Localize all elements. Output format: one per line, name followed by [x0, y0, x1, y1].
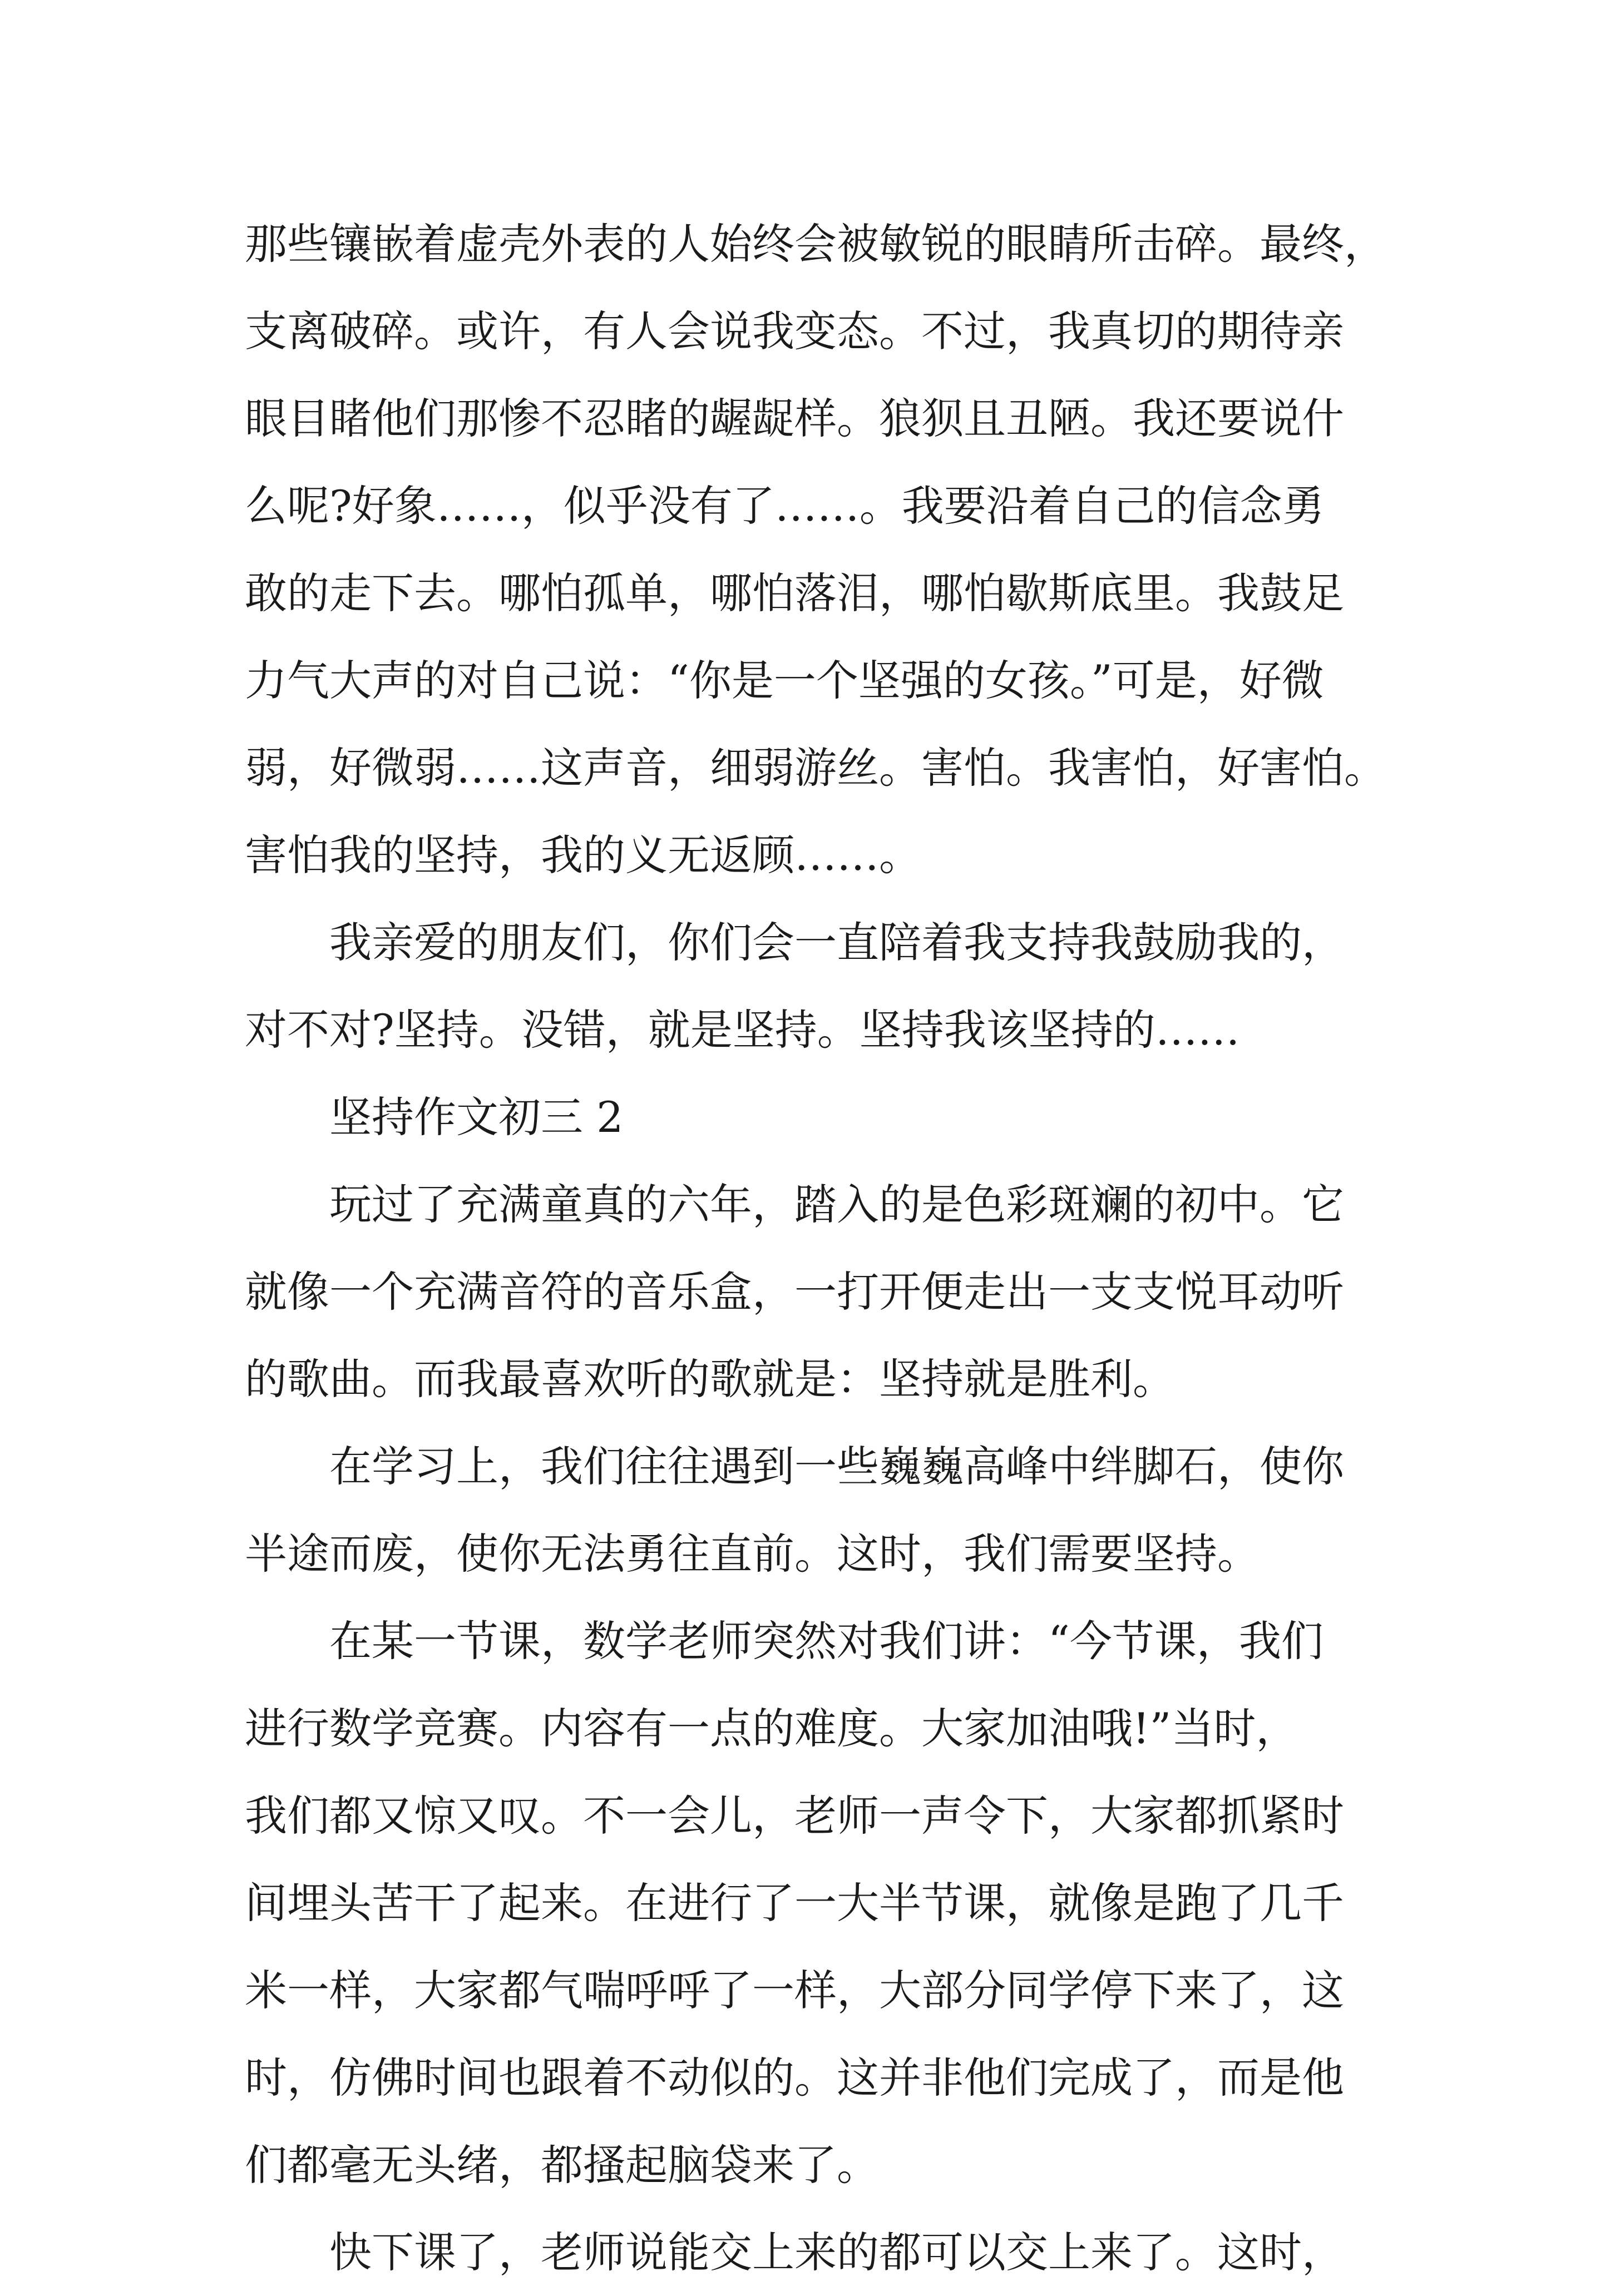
- text-line: 害怕我的坚持，我的义无返顾……。: [245, 830, 921, 880]
- text-line: 眼目睹他们那惨不忍睹的龌龊样。狼狈且丑陋。我还要说什: [245, 394, 1344, 443]
- text-line: 在学习上，我们往往遇到一些巍巍高峰中绊脚石，使你: [329, 1442, 1344, 1491]
- text-line: 对不对?坚持。没错，就是坚持。坚持我该坚持的……: [245, 1005, 1240, 1055]
- text-line: 支离破碎。或许，有人会说我变态。不过，我真切的期待亲: [245, 306, 1344, 356]
- text-line: 们都毫无头绪，都搔起脑袋来了。: [245, 2140, 879, 2190]
- document-body: [245, 200, 1424, 2296]
- text-line: 那些镶嵌着虚壳外表的人始终会被敏锐的眼睛所击碎。最终，: [245, 219, 1386, 269]
- text-line: 么呢?好象……，似乎没有了……。我要沿着自己的信念勇: [245, 481, 1325, 531]
- text-line: 半途而废，使你无法勇往直前。这时，我们需要坚持。: [245, 1529, 1260, 1578]
- text-line: 弱，好微弱……这声音，细弱游丝。害怕。我害怕，好害怕。: [245, 743, 1386, 793]
- text-line: 间埋头苦干了起来。在进行了一大半节课，就像是跑了几千: [245, 1878, 1344, 1928]
- text-line: 的歌曲。而我最喜欢听的歌就是：坚持就是胜利。: [245, 1354, 1175, 1404]
- text-line: 在某一节课，数学老师突然对我们讲：“今节课，我们: [329, 1616, 1323, 1666]
- text-line: 坚持作文初三 2: [329, 1092, 624, 1142]
- text-line: 敢的走下去。哪怕孤单，哪怕落泪，哪怕歇斯底里。我鼓足: [245, 568, 1344, 618]
- text-line: 米一样，大家都气喘呼呼了一样，大部分同学停下来了，这: [245, 1966, 1344, 2015]
- text-line: 就像一个充满音符的音乐盒，一打开便走出一支支悦耳动听: [245, 1267, 1344, 1317]
- text-line: 力气大声的对自己说：“你是一个坚强的女孩。”可是，好微: [245, 656, 1324, 705]
- text-line: 玩过了充满童真的六年，踏入的是色彩斑斓的初中。它: [329, 1180, 1344, 1229]
- text-line: 我们都又惊又叹。不一会儿，老师一声令下，大家都抓紧时: [245, 1791, 1344, 1840]
- text-line: 我亲爱的朋友们，你们会一直陪着我支持我鼓励我的，: [329, 918, 1344, 967]
- text-line: 时，仿佛时间也跟着不动似的。这并非他们完成了，而是他: [245, 2053, 1344, 2102]
- text-line: 进行数学竞赛。内容有一点的难度。大家加油哦!”当时，: [245, 1704, 1298, 1753]
- text-line: 快下课了，老师说能交上来的都可以交上来了。这时，: [329, 2228, 1344, 2277]
